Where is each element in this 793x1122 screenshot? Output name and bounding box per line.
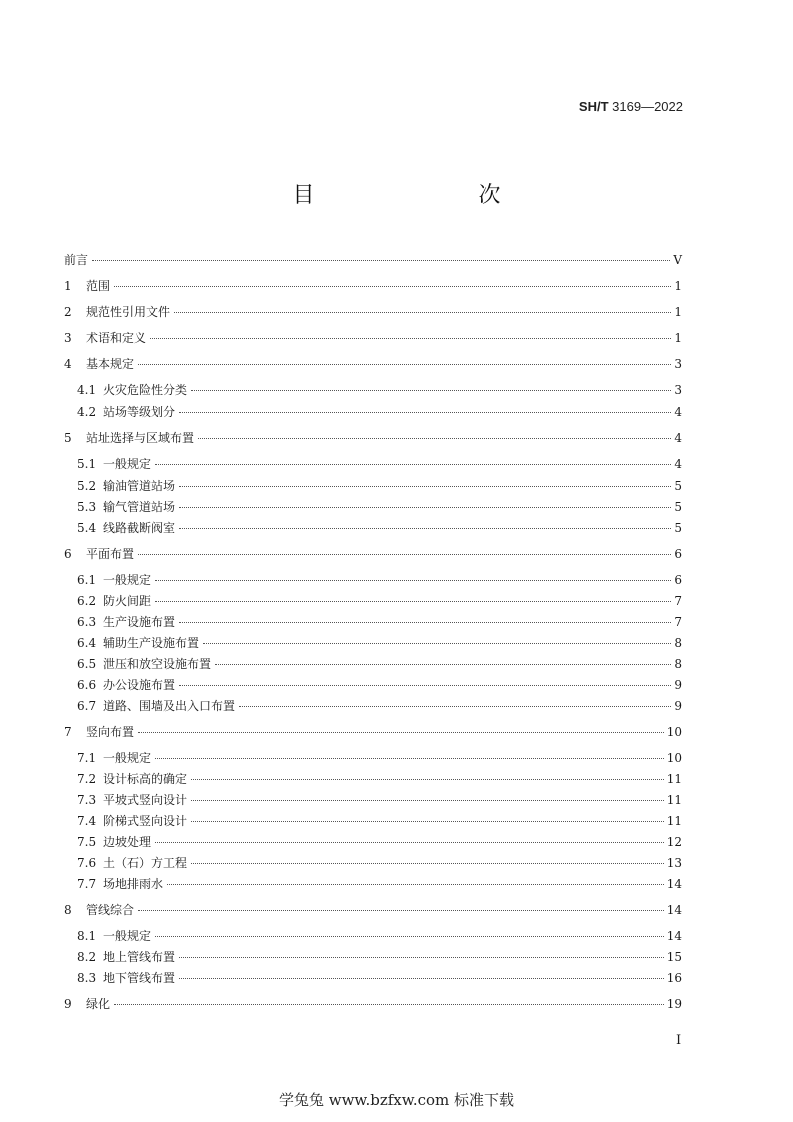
toc-entry-page: 5	[674, 500, 682, 514]
toc-entry[interactable]	[77, 612, 682, 632]
toc-entry-number: 6.2	[77, 594, 97, 608]
toc-entry[interactable]	[64, 354, 682, 374]
toc-entry[interactable]	[77, 947, 682, 967]
toc-entry-number: 2	[64, 305, 72, 319]
toc-entry[interactable]	[64, 250, 682, 270]
toc-entry-label: 道路、围墙及出入口布置	[103, 699, 236, 713]
toc-entry-number: 6	[64, 547, 72, 561]
toc-entry-number: 3	[64, 331, 72, 345]
toc-entry-number: 7.2	[77, 772, 97, 786]
toc-entry[interactable]	[77, 748, 682, 768]
toc-dot-leader	[179, 412, 671, 413]
toc-dot-leader	[179, 528, 671, 529]
toc-dot-leader	[155, 464, 671, 465]
toc-entry-page: 9	[674, 678, 682, 692]
toc-entry[interactable]	[77, 454, 682, 474]
toc-entry[interactable]	[64, 544, 682, 564]
toc-entry-number: 5.4	[77, 521, 97, 535]
toc-entry[interactable]	[64, 900, 682, 920]
toc-dot-leader	[114, 286, 671, 287]
toc-entry-label: 前言	[64, 253, 89, 267]
toc-entry[interactable]	[64, 994, 682, 1014]
toc-entry-page: 7	[674, 594, 682, 608]
toc-dot-leader	[179, 957, 664, 958]
toc-entry-page: 4	[674, 431, 682, 445]
toc-entry-number: 4.1	[77, 383, 97, 397]
toc-entry-label: 规范性引用文件	[86, 305, 171, 319]
toc-dot-leader	[239, 706, 671, 707]
toc-entry-number: 5.1	[77, 457, 97, 471]
toc-entry-page: 14	[666, 877, 682, 891]
toc-entry-label: 一般规定	[103, 929, 152, 943]
toc-entry-number: 4	[64, 357, 72, 371]
toc-entry[interactable]	[77, 476, 682, 496]
toc-entry-label: 管线综合	[86, 903, 135, 917]
toc-entry[interactable]	[77, 380, 682, 400]
toc-entry-number: 5	[64, 431, 72, 445]
toc-dot-leader	[179, 685, 671, 686]
toc-dot-leader	[191, 863, 664, 864]
toc-entry[interactable]	[77, 497, 682, 517]
toc-entry-label: 边坡处理	[103, 835, 152, 849]
toc-dot-leader	[179, 622, 671, 623]
toc-entry-page: 1	[674, 331, 682, 345]
page-number: I	[676, 1033, 682, 1048]
toc-dot-leader	[155, 842, 664, 843]
toc-entry-page: 4	[674, 405, 682, 419]
toc-entry-number: 7.7	[77, 877, 97, 891]
toc-entry-label: 站址选择与区域布置	[86, 431, 195, 445]
toc-entry[interactable]	[77, 696, 682, 716]
toc-dot-leader	[155, 936, 664, 937]
toc-entry[interactable]	[77, 769, 682, 789]
toc-entry-number: 8.3	[77, 971, 97, 985]
toc-entry-number: 7.6	[77, 856, 97, 870]
toc-entry-label: 竖向布置	[86, 725, 135, 739]
toc-entry[interactable]	[77, 926, 682, 946]
toc-dot-leader	[191, 821, 664, 822]
toc-entry-number: 8.1	[77, 929, 97, 943]
toc-entry[interactable]	[77, 518, 682, 538]
toc-dot-leader	[174, 312, 671, 313]
toc-entry-page: 6	[674, 547, 682, 561]
toc-entry-number: 7.4	[77, 814, 97, 828]
toc-entry-number: 7.5	[77, 835, 97, 849]
toc-entry-number: 9	[64, 997, 72, 1011]
toc-entry-page: 8	[674, 636, 682, 650]
toc-entry[interactable]	[64, 302, 682, 322]
toc-entry-number: 7.3	[77, 793, 97, 807]
toc-dot-leader	[138, 554, 671, 555]
toc-entry-page: V	[673, 253, 682, 267]
toc-entry-label: 线路截断阀室	[103, 521, 176, 535]
toc-entry-page: 3	[674, 383, 682, 397]
toc-dot-leader	[179, 978, 664, 979]
toc-entry-number: 5.2	[77, 479, 97, 493]
toc-entry-page: 4	[674, 457, 682, 471]
toc-entry[interactable]	[77, 874, 682, 894]
toc-dot-leader	[155, 601, 671, 602]
toc-entry[interactable]	[77, 675, 682, 695]
toc-dot-leader	[191, 800, 664, 801]
toc-entry-page: 9	[674, 699, 682, 713]
toc-entry-label: 办公设施布置	[103, 678, 176, 692]
toc-entry[interactable]	[77, 570, 682, 590]
toc-dot-leader	[92, 260, 670, 261]
toc-entry-page: 14	[666, 903, 682, 917]
toc-entry-number: 8.2	[77, 950, 97, 964]
toc-entry-number: 6.5	[77, 657, 97, 671]
toc-dot-leader	[150, 338, 671, 339]
toc-entry-page: 11	[666, 793, 682, 807]
toc-entry[interactable]	[77, 790, 682, 810]
toc-entry-page: 1	[674, 279, 682, 293]
toc-entry-number: 5.3	[77, 500, 97, 514]
toc-entry-label: 场地排雨水	[103, 877, 164, 891]
standard-number: 3169—2022	[612, 99, 683, 114]
toc-entry-page: 12	[666, 835, 682, 849]
toc-entry-label: 绿化	[86, 997, 111, 1011]
toc-entry-label: 平面布置	[86, 547, 135, 561]
toc-entry-number: 6.4	[77, 636, 97, 650]
toc-dot-leader	[167, 884, 664, 885]
standard-code	[579, 99, 683, 114]
toc-entry-label: 生产设施布置	[103, 615, 176, 629]
footer-watermark: 学兔兔 www.bzfxw.com 标准下载	[278, 1091, 515, 1109]
toc-entry-number: 6.7	[77, 699, 97, 713]
toc-entry-label: 土（石）方工程	[103, 856, 188, 870]
toc-entry-page: 11	[666, 772, 682, 786]
toc-entry-number: 4.2	[77, 405, 97, 419]
toc-entry-label: 一般规定	[103, 751, 152, 765]
toc-entry-page: 8	[674, 657, 682, 671]
toc-entry[interactable]	[64, 276, 682, 296]
toc-dot-leader	[215, 664, 671, 665]
toc-entry-page: 19	[666, 997, 682, 1011]
toc-entry-page: 1	[674, 305, 682, 319]
toc-entry-label: 范围	[86, 279, 111, 293]
toc-entry-label: 地上管线布置	[103, 950, 176, 964]
toc-entry[interactable]	[77, 811, 682, 831]
toc-entry[interactable]	[64, 722, 682, 742]
toc-entry-number: 6.1	[77, 573, 97, 587]
toc-entry-label: 设计标高的确定	[103, 772, 188, 786]
toc-entry[interactable]	[64, 428, 682, 448]
toc-entry-number: 1	[64, 279, 72, 293]
toc-entry-label: 一般规定	[103, 457, 152, 471]
toc-dot-leader	[203, 643, 671, 644]
toc-dot-leader	[155, 580, 671, 581]
toc-entry[interactable]	[77, 591, 682, 611]
toc-entry-label: 泄压和放空设施布置	[103, 657, 212, 671]
toc-entry-page: 5	[674, 521, 682, 535]
standard-prefix: SH/T	[578, 99, 609, 114]
toc-entry-page: 16	[666, 971, 682, 985]
toc-entry-page: 10	[666, 725, 682, 739]
toc-entry-label: 一般规定	[103, 573, 152, 587]
toc-dot-leader	[138, 732, 664, 733]
toc-entry-page: 3	[674, 357, 682, 371]
toc-dot-leader	[138, 910, 664, 911]
toc-entry[interactable]	[77, 853, 682, 873]
toc-entry-label: 辅助生产设施布置	[103, 636, 200, 650]
toc-entry-page: 13	[666, 856, 682, 870]
toc-entry-label: 站场等级划分	[103, 405, 176, 419]
toc-dot-leader	[179, 486, 671, 487]
toc-entry-number: 8	[64, 903, 72, 917]
toc-entry-page: 7	[674, 615, 682, 629]
toc-entry[interactable]	[77, 968, 682, 988]
page-title: 目 次	[292, 183, 541, 208]
toc-entry[interactable]	[64, 328, 682, 348]
toc-entry-page: 11	[666, 814, 682, 828]
toc-entry-label: 阶梯式竖向设计	[103, 814, 188, 828]
toc-entry-page: 15	[666, 950, 682, 964]
toc-entry-number: 6.6	[77, 678, 97, 692]
toc-entry-label: 输油管道站场	[103, 479, 176, 493]
toc-dot-leader	[155, 758, 664, 759]
toc-entry-page: 6	[674, 573, 682, 587]
toc-dot-leader	[191, 390, 671, 391]
toc-entry[interactable]	[77, 654, 682, 674]
toc-dot-leader	[138, 364, 671, 365]
toc-entry-label: 平坡式竖向设计	[103, 793, 188, 807]
toc-entry-page: 10	[666, 751, 682, 765]
toc-dot-leader	[198, 438, 671, 439]
toc-entry-number: 6.3	[77, 615, 97, 629]
toc-entry-page: 5	[674, 479, 682, 493]
toc-entry-label: 术语和定义	[86, 331, 147, 345]
toc-entry[interactable]	[77, 402, 682, 422]
toc-entry-number: 7.1	[77, 751, 97, 765]
toc-entry-label: 火灾危险性分类	[103, 383, 188, 397]
toc-entry-label: 地下管线布置	[103, 971, 176, 985]
toc-dot-leader	[114, 1004, 664, 1005]
toc-dot-leader	[191, 779, 664, 780]
toc-entry-label: 输气管道站场	[103, 500, 176, 514]
toc-entry-label: 防火间距	[103, 594, 152, 608]
toc-entry-label: 基本规定	[86, 357, 135, 371]
toc-entry-page: 14	[666, 929, 682, 943]
toc-entry-number: 7	[64, 725, 72, 739]
toc-dot-leader	[179, 507, 671, 508]
toc-entry[interactable]	[77, 832, 682, 852]
toc-entry[interactable]	[77, 633, 682, 653]
